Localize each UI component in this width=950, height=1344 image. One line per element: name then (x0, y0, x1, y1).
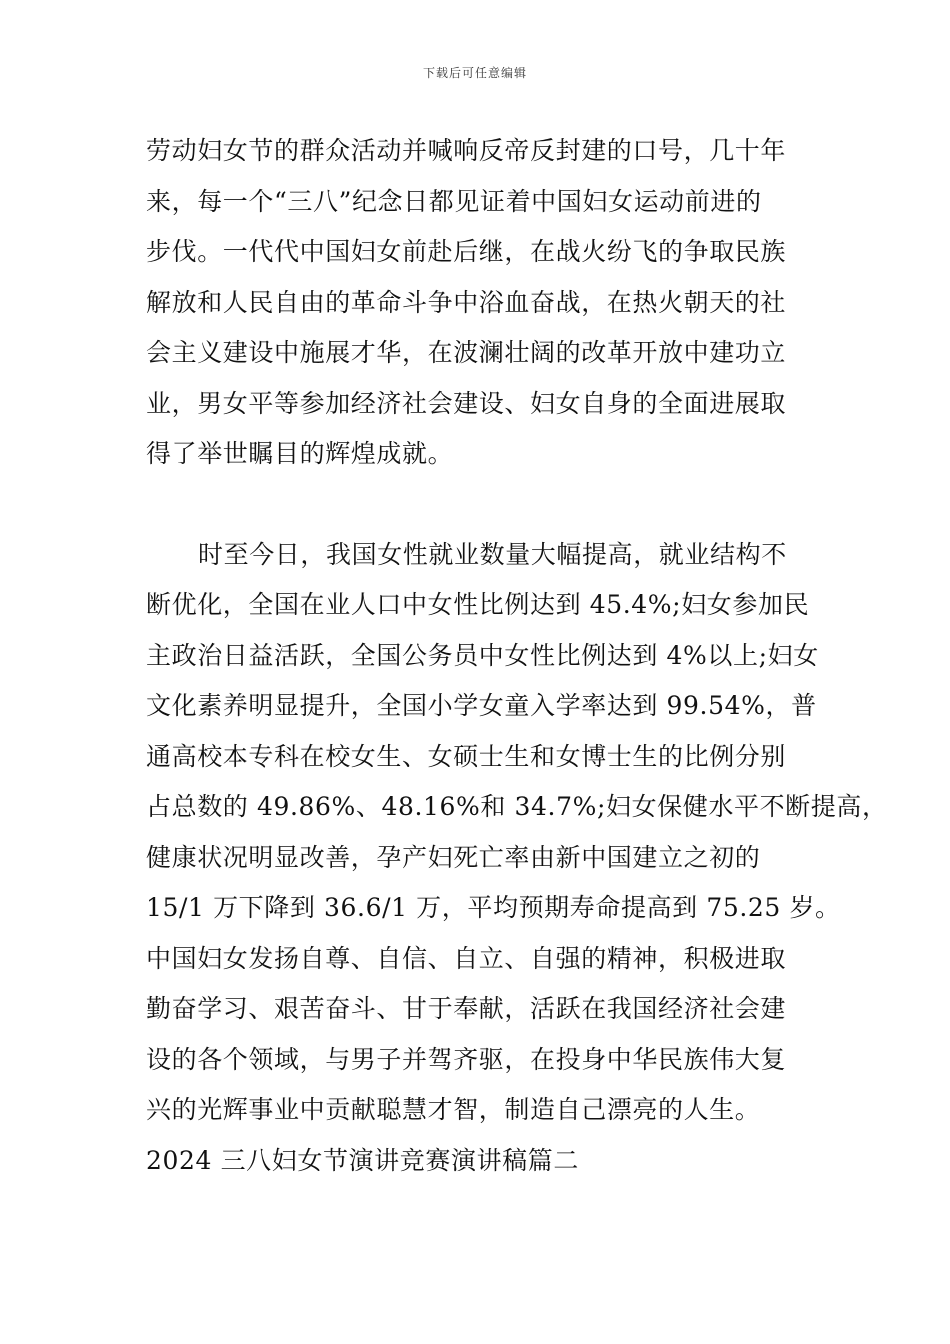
text-line: 占总数的 49.86%、48.16%和 34.7%;妇女保健水平不断提高， (146, 792, 888, 821)
text-line: 中国妇女发扬自尊、自信、自立、自强的精神，积极进取 (146, 943, 787, 973)
paragraph-2 (146, 530, 888, 1136)
text-line: 文化素养明显提升，全国小学女童入学率达到 99.54%，普 (146, 691, 817, 720)
text-line: 业，男女平等参加经济社会建设、妇女自身的全面进展取 (146, 388, 787, 418)
text-line: 兴的光辉事业中贡献聪慧才智，制造自己漂亮的人生。 (146, 1095, 761, 1124)
text-line: 通高校本专科在校女生、女硕士生和女博士生的比例分别 (146, 741, 787, 771)
text-line: 步伐。一代代中国妇女前赴后继，在战火纷飞的争取民族 (146, 237, 787, 266)
document-body (146, 126, 888, 1186)
text-line: 时至今日，我国女性就业数量大幅提高，就业结构不 (198, 539, 787, 569)
paragraph-1 (146, 126, 816, 480)
paragraph-spacer (146, 480, 816, 530)
text-line: 设的各个领域，与男子并驾齐驱，在投身中华民族伟大复 (146, 1044, 787, 1074)
text-line: 解放和人民自由的革命斗争中浴血奋战，在热火朝天的社 (146, 287, 787, 317)
text-line: 会主义建设中施展才华，在波澜壮阔的改革开放中建功立 (146, 338, 787, 367)
text-line: 得了举世瞩目的辉煌成就。 (146, 439, 454, 468)
text-line: 主政治日益活跃，全国公务员中女性比例达到 4%以上;妇女 (146, 640, 819, 670)
text-line: 劳动妇女节的群众活动并喊响反帝反封建的口号，几十年 (146, 136, 787, 165)
page-header: 下载后可任意编辑 (422, 66, 527, 80)
text-line: 健康状况明显改善，孕产妇死亡率由新中国建立之初的 (146, 842, 761, 872)
section-heading: 2024 三八妇女节演讲竞赛演讲稿篇二 (146, 1145, 579, 1175)
text-line: 15/1 万下降到 36.6/1 万，平均预期寿命提高到 75.25 岁。 (146, 893, 841, 922)
text-line: 勤奋学习、艰苦奋斗、甘于奉献，活跃在我国经济社会建 (146, 994, 787, 1023)
text-line: 来，每一个“三八”纪念日都见证着中国妇女运动前进的 (146, 186, 762, 216)
text-line: 断优化，全国在业人口中女性比例达到 45.4%;妇女参加民 (146, 590, 810, 619)
